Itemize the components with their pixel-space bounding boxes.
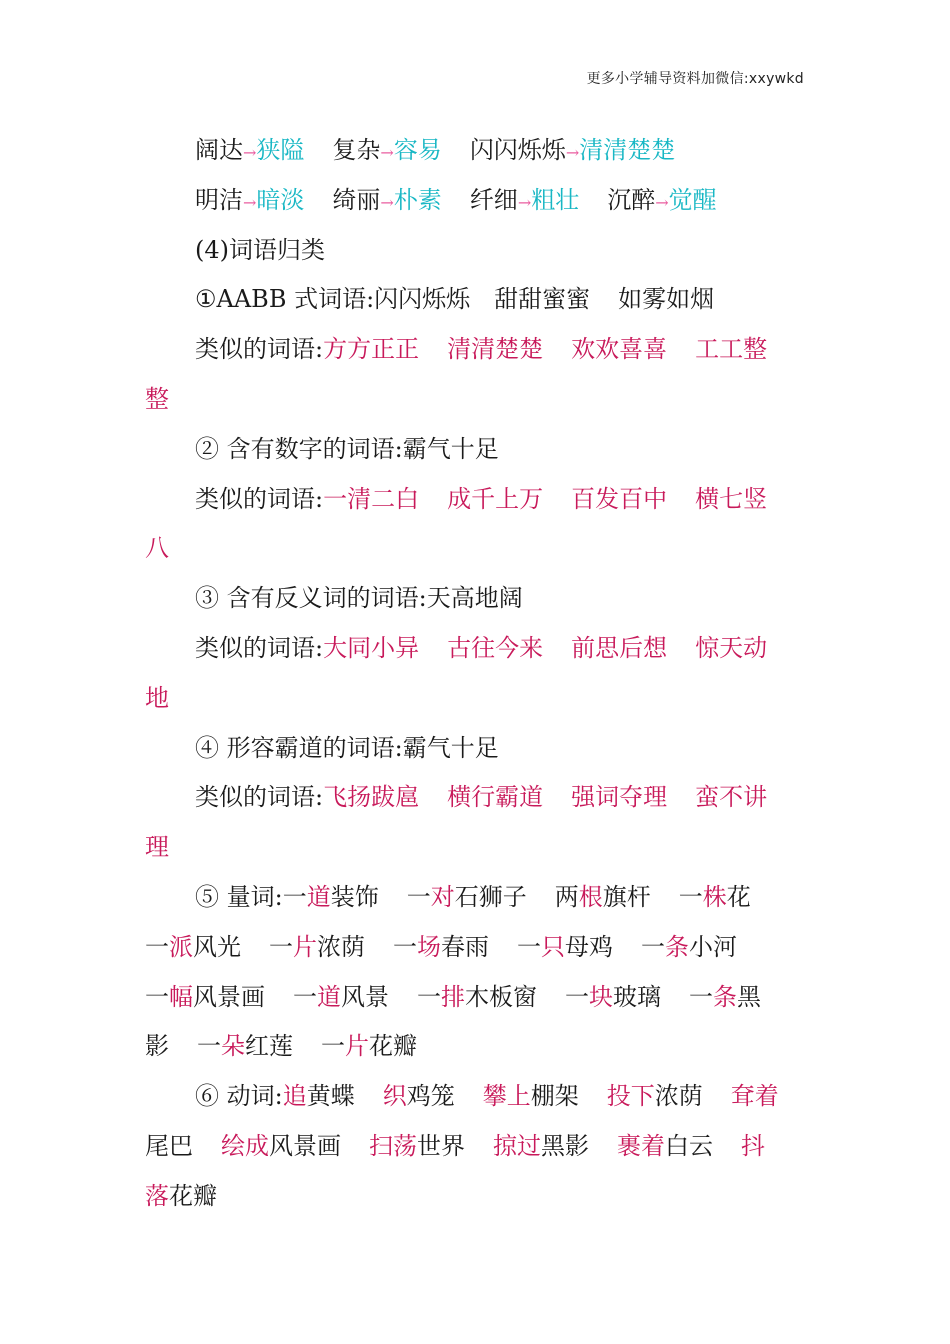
- body-text: 春雨: [441, 932, 489, 961]
- arrow-icon: →: [380, 143, 394, 162]
- body-text: 浓荫: [654, 1082, 703, 1111]
- highlight-red-text: 一清二白: [323, 484, 420, 513]
- body-text: 一: [197, 1032, 221, 1061]
- highlight-red-text: 道: [317, 982, 341, 1011]
- highlight-red-text: 整: [145, 384, 169, 413]
- highlight-red-text: 蛮不讲: [695, 783, 768, 812]
- highlight-red-text: 惊天动: [695, 633, 768, 662]
- body-text: 玻璃: [613, 982, 661, 1011]
- text-line: [145, 674, 810, 724]
- highlight-red-text: 片: [345, 1032, 369, 1061]
- text-line: [145, 973, 810, 1023]
- highlight-red-text: 投下: [606, 1082, 655, 1111]
- highlight-red-text: 前思后想: [571, 633, 668, 662]
- body-text: 浓荫: [317, 932, 365, 961]
- body-text: 闪闪烁烁: [469, 136, 566, 164]
- body-text: 复杂: [332, 136, 381, 164]
- body-text: 类似的词语:: [195, 783, 324, 812]
- highlight-red-text: 片: [293, 932, 317, 961]
- text-line: [145, 724, 810, 774]
- body-text: ③ 含有反义词的词语:天高地阔: [195, 584, 523, 613]
- body-text: 世界: [417, 1131, 465, 1160]
- highlight-red-text: 方方正正: [323, 335, 420, 364]
- text-line: [145, 923, 810, 973]
- arrow-icon: →: [655, 192, 669, 212]
- text-line: [145, 375, 810, 425]
- text-line: [145, 325, 810, 375]
- body-text: ⑥ 动词:: [195, 1082, 283, 1111]
- body-text: 类似的词语:: [195, 633, 324, 662]
- body-text: ⑤ 量词:一: [195, 882, 307, 911]
- body-text: 小河: [689, 932, 737, 961]
- body-text: 一: [145, 982, 169, 1011]
- text-line: [145, 773, 810, 823]
- highlight-red-text: 飞扬跋扈: [323, 783, 420, 812]
- text-line: [145, 1172, 810, 1222]
- highlight-red-text: 理: [145, 833, 169, 862]
- body-text: 一: [293, 982, 317, 1011]
- highlight-red-text: 清清楚楚: [447, 335, 544, 364]
- antonym-text: 觉醒: [668, 185, 717, 214]
- body-text: 一: [641, 932, 665, 961]
- highlight-red-text: 欢欢喜喜: [571, 335, 668, 364]
- text-line: [145, 873, 810, 923]
- text-line: [145, 126, 810, 176]
- body-text: 风光: [193, 932, 241, 961]
- highlight-red-text: 裹着: [617, 1131, 665, 1160]
- document-body: [145, 126, 810, 1222]
- body-text: 红莲: [245, 1032, 293, 1061]
- highlight-red-text: 成千上万: [447, 484, 544, 513]
- body-text: 黑: [737, 982, 761, 1011]
- body-text: 白云: [665, 1131, 713, 1160]
- highlight-red-text: 根: [578, 882, 603, 911]
- text-line: [145, 475, 810, 525]
- antonym-text: 朴素: [393, 185, 442, 214]
- text-line: [145, 574, 810, 624]
- highlight-red-text: 条: [713, 982, 737, 1011]
- body-text: 黑影: [541, 1131, 589, 1160]
- body-text: 黄蝶: [306, 1082, 355, 1111]
- highlight-red-text: 道: [306, 882, 331, 911]
- body-text: 花: [726, 882, 751, 911]
- highlight-red-text: 掠过: [493, 1131, 541, 1160]
- body-text: 风景画: [193, 982, 265, 1011]
- body-text: ② 含有数字的词语:霸气十足: [195, 434, 499, 463]
- highlight-red-text: 抖: [741, 1131, 765, 1160]
- body-text: (4)词语归类: [195, 235, 325, 264]
- highlight-red-text: 对: [430, 882, 455, 911]
- text-line: [145, 1072, 810, 1122]
- text-line: [145, 624, 810, 674]
- body-text: 棚架: [530, 1082, 579, 1111]
- highlight-red-text: 绘成: [221, 1131, 269, 1160]
- antonym-text: 暗淡: [256, 185, 305, 214]
- body-text: 阔达: [195, 136, 243, 164]
- body-text: 如雾如烟: [618, 285, 715, 314]
- highlight-red-text: 块: [589, 982, 613, 1011]
- body-text: 旗杆: [602, 882, 651, 911]
- highlight-red-text: 工工整: [695, 335, 768, 364]
- body-text: 一: [517, 932, 541, 961]
- arrow-icon: →: [517, 192, 532, 212]
- body-text: 风景画: [269, 1131, 341, 1160]
- highlight-red-text: 地: [145, 683, 169, 712]
- highlight-red-text: 株: [702, 882, 727, 911]
- body-text: 甜甜蜜蜜: [494, 285, 591, 314]
- highlight-red-text: 排: [441, 982, 465, 1011]
- arrow-icon: →: [243, 192, 257, 212]
- antonym-text: 狭隘: [256, 136, 305, 164]
- antonym-text: 容易: [393, 136, 442, 164]
- body-text: 一: [565, 982, 589, 1011]
- page-header-note: 更多小学辅导资料加微信:xxywkd: [586, 71, 804, 87]
- body-text: 一: [145, 932, 169, 961]
- highlight-red-text: 强词夺理: [571, 783, 668, 812]
- body-text: 类似的词语:: [195, 484, 324, 513]
- body-text: 绮丽: [332, 185, 381, 214]
- body-text: 鸡笼: [406, 1082, 455, 1111]
- body-text: 一: [393, 932, 417, 961]
- body-text: 尾巴: [145, 1131, 193, 1160]
- body-text: 母鸡: [565, 932, 613, 961]
- body-text: 一: [321, 1032, 345, 1061]
- highlight-red-text: 八: [145, 534, 169, 563]
- body-text: 一: [678, 882, 703, 911]
- highlight-red-text: 大同小异: [323, 633, 420, 662]
- body-text: ④ 形容霸道的词语:霸气十足: [195, 733, 499, 762]
- body-text: 沉醉: [607, 185, 656, 214]
- body-text: 装饰: [330, 882, 379, 911]
- body-text: 明洁: [195, 185, 243, 214]
- arrow-icon: →: [243, 143, 257, 162]
- antonym-text: 清清楚楚: [579, 136, 676, 164]
- body-text: 类似的词语:: [195, 335, 324, 364]
- highlight-red-text: 落: [145, 1181, 169, 1210]
- highlight-red-text: 条: [665, 932, 689, 961]
- highlight-red-text: 扫荡: [369, 1131, 417, 1160]
- highlight-red-text: 百发百中: [571, 484, 668, 513]
- highlight-red-text: 织: [382, 1082, 407, 1111]
- highlight-red-text: 攀上: [482, 1082, 531, 1111]
- body-text: ①AABB 式词语:闪闪烁烁: [195, 285, 471, 314]
- highlight-red-text: 朵: [221, 1032, 245, 1061]
- text-line: [145, 425, 810, 475]
- arrow-icon: →: [565, 143, 580, 162]
- text-line: [145, 524, 810, 574]
- highlight-red-text: 幅: [169, 982, 193, 1011]
- highlight-red-text: 横七竖: [695, 484, 768, 513]
- text-line: [145, 823, 810, 873]
- highlight-red-text: 耷着: [730, 1082, 779, 1111]
- text-line: [145, 176, 810, 226]
- highlight-red-text: 派: [169, 932, 193, 961]
- body-text: 一: [406, 882, 431, 911]
- highlight-red-text: 古往今来: [447, 633, 544, 662]
- arrow-icon: →: [380, 192, 394, 212]
- highlight-red-text: 场: [417, 932, 441, 961]
- body-text: 一: [417, 982, 441, 1011]
- text-line: [145, 1122, 810, 1172]
- body-text: 纤细: [469, 185, 518, 214]
- body-text: 花瓣: [169, 1181, 217, 1210]
- highlight-red-text: 只: [541, 932, 565, 961]
- body-text: 木板窗: [465, 982, 537, 1011]
- text-line: [145, 1022, 810, 1072]
- body-text: 一: [689, 982, 713, 1011]
- text-line: [145, 275, 810, 325]
- body-text: 石狮子: [454, 882, 527, 911]
- body-text: 影: [145, 1032, 169, 1061]
- body-text: 花瓣: [369, 1032, 417, 1061]
- body-text: 风景: [341, 982, 389, 1011]
- antonym-text: 粗壮: [531, 185, 580, 214]
- text-line: [145, 226, 810, 276]
- highlight-red-text: 横行霸道: [447, 783, 544, 812]
- body-text: 两: [554, 882, 579, 911]
- highlight-red-text: 追: [282, 1082, 307, 1111]
- body-text: 一: [269, 932, 293, 961]
